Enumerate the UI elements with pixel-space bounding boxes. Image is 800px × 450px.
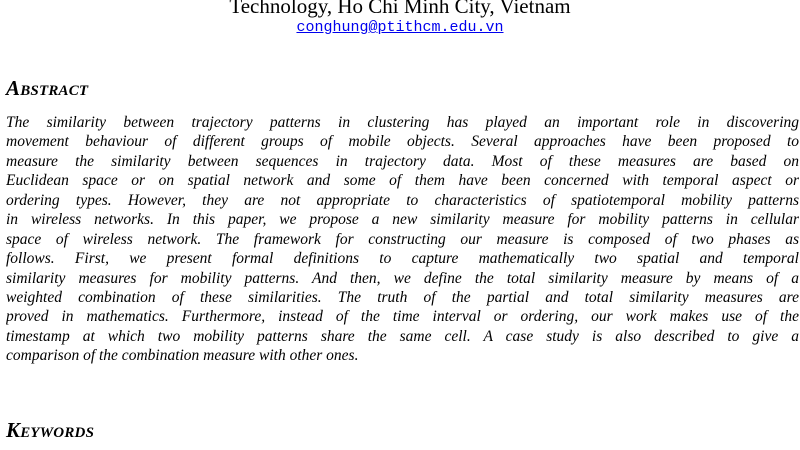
abstract-line: space of wireless network. The framework for constructing our measure is composed of two phases as: [6, 230, 799, 248]
abstract-line: Euclidean space or on spatial network and some of them have been concerned with temporal aspect or: [6, 172, 799, 190]
abstract-line: movement behaviour of different groups of mobile objects. Several approaches have been proposed to: [6, 133, 799, 151]
keywords-heading: Keywords: [6, 418, 95, 442]
abstract-line: follows. First, we present formal definitions to capture mathematically two spatial and temporal: [6, 250, 799, 268]
abstract-line: similarity measures for mobility patterns. And then, we define the total similarity measure by means of a: [6, 269, 799, 287]
abstract-heading: Abstract: [6, 76, 89, 100]
abstract-line: in wireless networks. In this paper, we propose a new similarity measure for mobility patterns in cellular: [6, 211, 799, 229]
abstract-line: The similarity between trajectory patterns in clustering has played an important role in discovering: [6, 114, 799, 131]
abstract-line: comparison of the combination measure with other ones.: [6, 347, 359, 365]
abstract-body: [6, 113, 799, 366]
email-link-row: [0, 19, 800, 37]
email-link[interactable]: conghung@ptithcm.edu.vn: [296, 19, 504, 36]
abstract-line: timestamp at which two mobility patterns share the same cell. A case study is also described to give a: [6, 327, 799, 345]
abstract-line: proved in mathematics. Furthermore, instead of the time interval or ordering, our work makes use of the: [6, 308, 799, 326]
abstract-line: measure the similarity between sequences in trajectory data. Most of these measures are based on: [6, 152, 799, 170]
affiliation-text: Technology, Ho Chi Minh City, Vietnam: [229, 0, 571, 18]
abstract-line: ordering types. However, they are not appropriate to characteristics of spatiotemporal mobility patterns: [6, 191, 799, 209]
abstract-line: weighted combination of these similarities. The truth of the partial and total similarity measures are: [6, 288, 799, 306]
